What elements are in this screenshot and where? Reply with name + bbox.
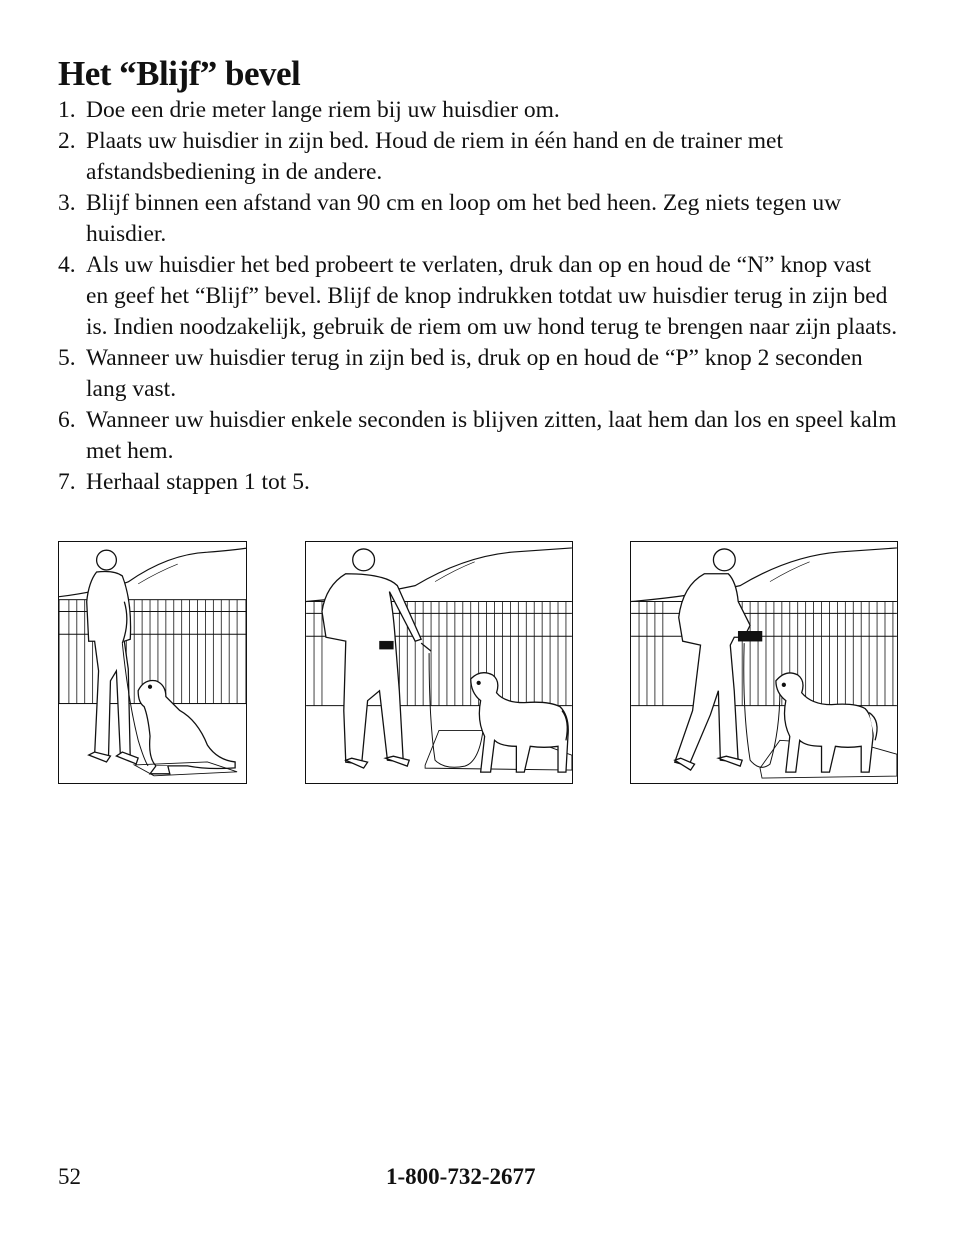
step-item (58, 343, 898, 405)
instruction-steps (58, 95, 898, 498)
man-with-standing-dog-on-bed-illustration (306, 542, 572, 783)
page-number: 52 (58, 1164, 81, 1189)
step-item (58, 95, 898, 126)
step-item (58, 467, 898, 498)
step-number: 3. (58, 190, 76, 216)
step-number: 2. (58, 128, 76, 154)
illustration-panel-3 (630, 541, 898, 784)
step-number: 1. (58, 97, 76, 123)
step-text: Wanneer uw huisdier enkele seconden is blijven zitten, laat hem dan los en speel kalm met hem. (86, 407, 897, 464)
step-item (58, 250, 898, 343)
step-item (58, 188, 898, 250)
step-item (58, 126, 898, 188)
step-number: 5. (58, 345, 76, 371)
page-title: Het “Blijf” bevel (58, 54, 301, 93)
step-item (58, 405, 898, 467)
phone-number: 1-800-732-2677 (386, 1164, 536, 1189)
step-text: Blijf binnen een afstand van 90 cm en loop om het bed heen. Zeg niets tegen uw huisdier. (86, 190, 842, 247)
step-number: 7. (58, 469, 76, 495)
step-number: 4. (58, 252, 76, 278)
man-with-sitting-dog-illustration (59, 542, 246, 783)
step-number: 6. (58, 407, 76, 433)
step-text: Wanneer uw huisdier terug in zijn bed is, druk op en houd de “P” knop 2 seconden lang vast. (86, 345, 863, 402)
step-text: Herhaal stappen 1 tot 5. (86, 469, 310, 495)
step-text: Doe een drie meter lange riem bij uw huisdier om. (86, 97, 560, 123)
illustration-panel-2 (305, 541, 573, 784)
illustration-panel-1 (58, 541, 247, 784)
step-text: Als uw huisdier het bed probeert te verlaten, druk dan op en houd de “N” knop vast en geef het “Blijf” bevel. Blijf de knop indrukken totdat uw huisdier terug in zijn bed is. Indien noodzakelijk, gebruik de riem om uw hond terug te brengen naar zijn plaats. (86, 252, 898, 340)
step-text: Plaats uw huisdier in zijn bed. Houd de riem in één hand en de trainer met afstandsbediening in de andere. (86, 128, 783, 185)
man-with-dog-on-mat-illustration (631, 542, 897, 783)
